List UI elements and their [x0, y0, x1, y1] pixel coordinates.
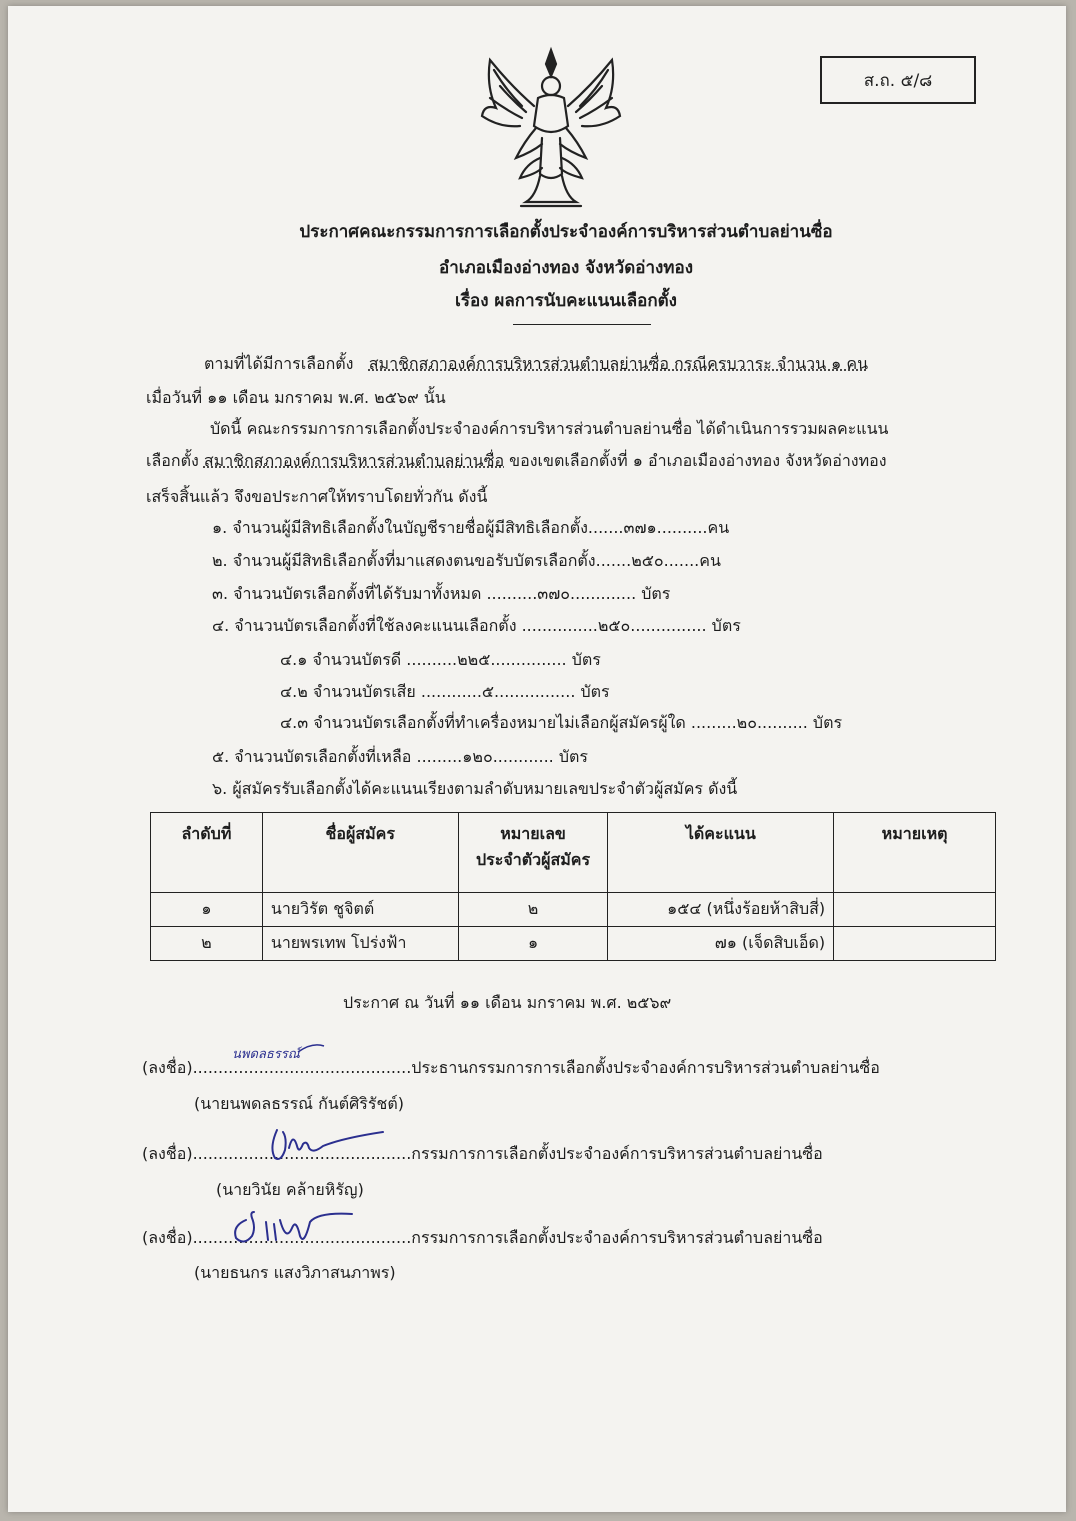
intro-prefix: ตามที่ได้มีการเลือกตั้ง: [204, 354, 354, 373]
cell-order: ๒: [151, 927, 263, 961]
intro-line4-suffix: ของเขตเลือกตั้งที่ ๑ อำเภอเมืองอ่างทอง จังหวัดอ่างทอง: [509, 451, 887, 470]
document-page: [8, 6, 1066, 1512]
intro-line-3: บัดนี้ คณะกรรมการการเลือกตั้งประจำองค์การบริหารส่วนตำบลย่านซื่อ ได้ดำเนินการรวมผลคะแนน: [210, 419, 889, 438]
header-score: ได้คะแนน: [608, 813, 834, 893]
cell-score: ๗๑ (เจ็ดสิบเอ็ด): [608, 927, 834, 961]
intro-position: สมาชิกสภาองค์การบริหารส่วนตำบลย่านซื่อ กรณีครบวาระ จำนวน ๑ คน: [368, 354, 869, 373]
intro-line4-position: สมาชิกสภาองค์การบริหารส่วนตำบลย่านซื่อ: [203, 451, 505, 470]
sign-role: กรรมการการเลือกตั้งประจำองค์การบริหารส่วนตำบลย่านซื่อ: [411, 1228, 823, 1247]
signer-name-1: (นายนพดลธรรณ์ กันต์ศิริรัชต์): [194, 1094, 404, 1113]
item-3: ๓. จำนวนบัตรเลือกตั้งที่ได้รับมาทั้งหมด ..........๓๗๐............. บัตร: [212, 584, 671, 603]
sign-role: ประธานกรรมการการเลือกตั้งประจำองค์การบริหารส่วนตำบลย่านซื่อ: [411, 1058, 880, 1077]
cell-score: ๑๕๔ (หนึ่งร้อยห้าสิบสี่): [608, 893, 834, 927]
title-divider: [513, 324, 651, 325]
sign-dots: ...........................................: [192, 1144, 412, 1163]
table-row: [151, 893, 996, 927]
sign-prefix: (ลงชื่อ): [142, 1144, 193, 1163]
header-line-1: ประกาศคณะกรรมการการเลือกตั้งประจำองค์การบริหารส่วนตำบลย่านซื่อ: [299, 222, 833, 242]
sign-dots: ...........................................: [192, 1058, 412, 1077]
header-remark: หมายเหตุ: [834, 813, 996, 893]
item-4-1: ๔.๑ จำนวนบัตรดี ..........๒๒๕............... บัตร: [280, 650, 601, 669]
handwritten-signature-2: [263, 1118, 393, 1168]
sign-prefix: (ลงชื่อ): [142, 1228, 193, 1247]
intro-line-1: [204, 352, 868, 377]
signer-name-3: (นายธนกร แสงวิภาสนภาพร): [194, 1263, 396, 1282]
handwritten-signature-1: [228, 1038, 338, 1068]
sign-prefix: (ลงชื่อ): [142, 1058, 193, 1077]
header-line-2: อำเภอเมืองอ่างทอง จังหวัดอ่างทอง: [438, 258, 694, 278]
item-4-2: ๔.๒ จำนวนบัตรเสีย ............๕................ บัตร: [280, 682, 610, 701]
intro-line-5: เสร็จสิ้นแล้ว จึงขอประกาศให้ทราบโดยทั่วกัน ดังนี้: [146, 487, 488, 506]
form-number-box: ส.ถ. ๕/๘: [820, 56, 976, 104]
table-header-row: [151, 813, 996, 893]
item-1: ๑. จำนวนผู้มีสิทธิเลือกตั้งในบัญชีรายชื่อผู้มีสิทธิเลือกตั้ง.......๓๗๑..........คน: [212, 518, 730, 537]
cell-order: ๑: [151, 893, 263, 927]
header-name: ชื่อผู้สมัคร: [262, 813, 458, 893]
intro-line4-prefix: เลือกตั้ง: [146, 451, 199, 470]
handwritten-signature-3: [222, 1202, 372, 1252]
item-2: ๒. จำนวนผู้มีสิทธิเลือกตั้งที่มาแสดงตนขอรับบัตรเลือกตั้ง.......๒๕๐.......คน: [212, 551, 721, 570]
signature-line-2: [142, 1142, 823, 1167]
garuda-emblem-icon: [476, 46, 626, 216]
signer-name-2: (นายวินัย คล้ายหิรัญ): [216, 1180, 364, 1199]
announce-date: ประกาศ ณ วันที่ ๑๑ เดือน มกราคม พ.ศ. ๒๕๖๙: [343, 993, 672, 1012]
table-row: [151, 927, 996, 961]
cell-number: ๒: [458, 893, 608, 927]
cell-remark: [834, 893, 996, 927]
cell-number: ๑: [458, 927, 608, 961]
header-number-l2: ประจำตัวผู้สมัคร: [476, 850, 591, 869]
intro-line-2: เมื่อวันที่ ๑๑ เดือน มกราคม พ.ศ. ๒๕๖๙ นั้น: [146, 388, 446, 407]
cell-remark: [834, 927, 996, 961]
header-order: ลำดับที่: [151, 813, 263, 893]
intro-line-4: [146, 449, 887, 474]
cell-name: นายพรเทพ โปร่งฟ้า: [262, 927, 458, 961]
item-4: ๔. จำนวนบัตรเลือกตั้งที่ใช้ลงคะแนนเลือกตั้ง ...............๒๕๐............... บัตร: [212, 616, 741, 635]
cell-name: นายวิรัต ชูจิตต์: [262, 893, 458, 927]
results-table: [150, 812, 996, 961]
sign-dots: ...........................................: [192, 1228, 412, 1247]
header-number-l1: หมายเลข: [500, 824, 566, 843]
item-5: ๕. จำนวนบัตรเลือกตั้งที่เหลือ .........๑๒๐............ บัตร: [212, 747, 588, 766]
item-4-3: ๔.๓ จำนวนบัตรเลือกตั้งที่ทำเครื่องหมายไม่เลือกผู้สมัครผู้ใด .........๒๐.......... บัตร: [280, 713, 843, 732]
header-number: [458, 813, 608, 893]
sign-role: กรรมการการเลือกตั้งประจำองค์การบริหารส่วนตำบลย่านซื่อ: [411, 1144, 823, 1163]
handwritten-signature-1-text: นพดลธรรณ์: [232, 1047, 300, 1062]
item-6: ๖. ผู้สมัครรับเลือกตั้งได้คะแนนเรียงตามลำดับหมายเลขประจำตัวผู้สมัคร ดังนี้: [212, 779, 738, 798]
header-subject: เรื่อง ผลการนับคะแนนเลือกตั้ง: [455, 291, 677, 311]
